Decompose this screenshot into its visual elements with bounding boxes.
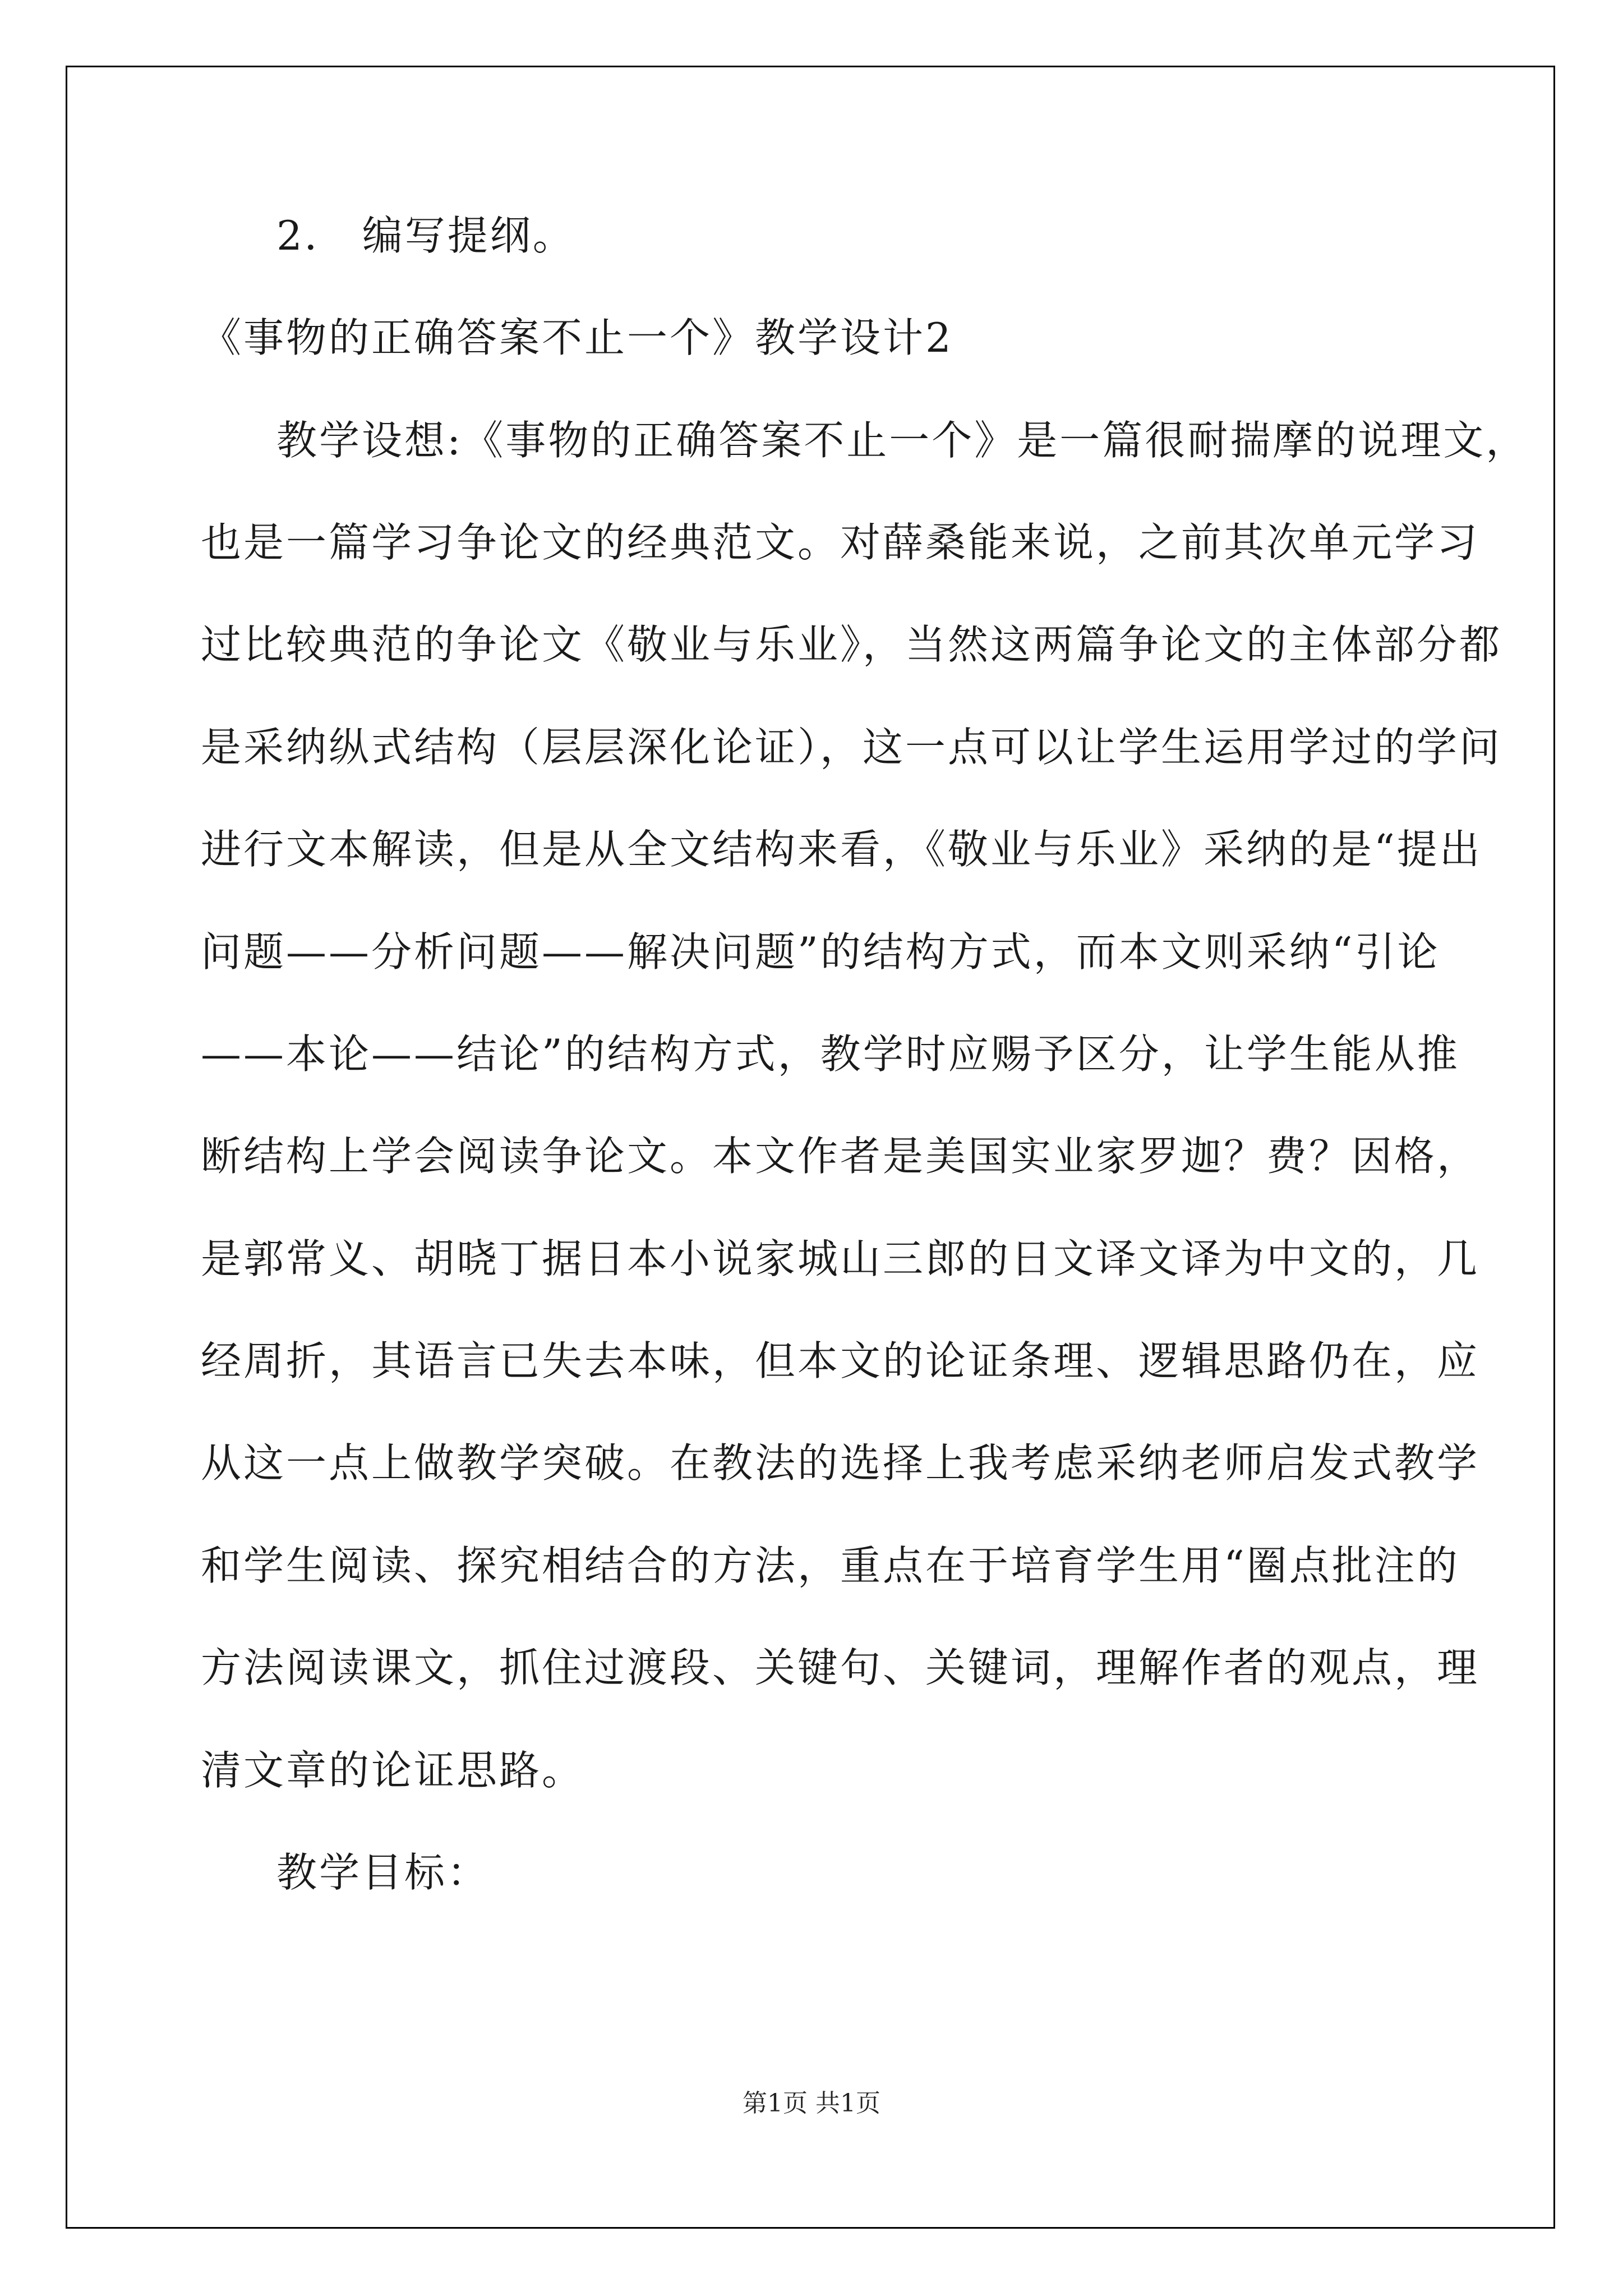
paragraph-line: 是采纳纵式结构（层层深化论证），这一点可以让学生运用学过的学问 xyxy=(201,724,1502,771)
paragraph-line: 过比较典范的争论文《敬业与乐业》，当然这两篇争论文的主体部分都 xyxy=(201,621,1502,668)
paragraph-line: 从这一点上做教学突破。在教法的选择上我考虑采纳老师启发式教学 xyxy=(201,1439,1480,1487)
paragraph-line: 经周折，其语言已失去本味，但本文的论证条理、逻辑思路仍在，应 xyxy=(201,1337,1480,1384)
paragraph-line: ——本论——结论”的结构方式，教学时应赐予区分，让学生能从推 xyxy=(201,1030,1460,1078)
paragraph-line: 问题——分析问题——解决问题”的结构方式，而本文则采纳“引论 xyxy=(201,928,1440,976)
heading-item: 2． 编写提纲。 xyxy=(276,212,575,259)
paragraph-line: 教学设想:《事物的正确答案不止一个》是一篇很耐揣摩的说理文， xyxy=(276,417,1529,464)
paragraph-line: 方法阅读课文，抓住过渡段、关键句、关键词，理解作者的观点，理 xyxy=(201,1644,1480,1691)
paragraph-line: 清文章的论证思路。 xyxy=(201,1747,585,1794)
paragraph-line: 是郭常义、胡晓丁据日本小说家城山三郎的日文译文译为中文的，几 xyxy=(201,1235,1480,1282)
paragraph-line: 进行文本解读，但是从全文结构来看，《敬业与乐业》采纳的是“提出 xyxy=(201,826,1482,873)
page-number: 第1页 共1页 xyxy=(743,2089,880,2118)
paragraph-line: 和学生阅读、探究相结合的方法，重点在于培育学生用“圈点批注的 xyxy=(201,1542,1460,1589)
paragraph-line: 断结构上学会阅读争论文。本文作者是美国实业家罗迦？费？因格， xyxy=(201,1133,1480,1180)
subheading: 教学目标： xyxy=(276,1849,490,1896)
section-title: 《事物的正确答案不止一个》教学设计2 xyxy=(201,314,953,361)
paragraph-line: 也是一篇学习争论文的经典范文。对薛桑能来说，之前其次单元学习 xyxy=(201,519,1480,566)
